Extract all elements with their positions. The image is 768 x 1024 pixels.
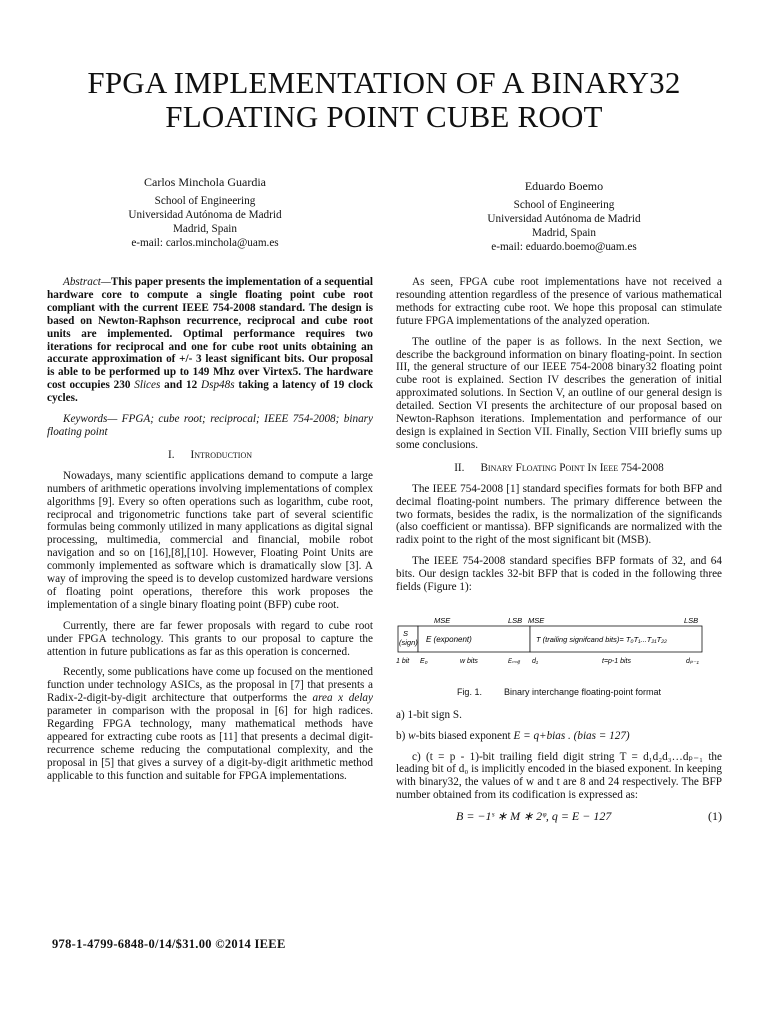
fig-trailing-label: T (trailing signifcand bits)= T₀T₁...T₂₁T₂₂ [536, 634, 667, 644]
abstract-text: This paper presents the implementation of a sequential hardware core to compute a single floating point cube root compliant with the current IEEE 754-2008 standard. The design is based on Newton-Raphson recurrence, reciprocal and cube root units are implemented. Optimal performance requires two iterations for reciprocal and one for cube root units obtaining an accurate approximation of +/- 3 least significant bits. Our proposal is able to be performed up to 149 Mhz over Virtex5. The hardware cost occupies 230 [47, 276, 373, 392]
fig-bit-label: dₚ₋₁ [686, 657, 699, 665]
author-name: Eduardo Boemo [524, 179, 604, 193]
title-line-2: FLOATING POINT CUBE ROOT [165, 99, 603, 134]
right-column [396, 276, 722, 828]
author-block-2 [414, 179, 714, 254]
fig-bit-label: w bits [460, 657, 478, 665]
abstract-and: and 12 [164, 379, 198, 392]
right-paragraph-2: The outline of the paper is as follows. In the next Section, we describe the background information on binary floating-point. In section III, the general structure of our IEEE 754-2008 binary32 floating point cube root is explained. Section IV describes the generation of initial approximated solutions. In Section V, an outline of our general design is detailed. Section VI presents the architecture of our proposal based on Newton-Raphson iterations. Implementation and performance of our design is explained in Section VII. Finally, Section VIII briefly sums up some conclusions. [396, 335, 722, 451]
field-exponent-formula: E = q+bias . (bias = 127) [513, 729, 630, 742]
figure-caption-text: Binary interchange floating-point format [503, 686, 662, 697]
keywords: Keywords— FPGA; cube root; reciprocal; IEEE 754-2008; binary floating point [47, 413, 373, 438]
author-email: e-mail: carlos.minchola@uam.es [131, 237, 279, 249]
author-city: Madrid, Spain [172, 223, 237, 235]
intro-p3-emphasis: area x delay [312, 692, 373, 705]
fig-msb-label: MSE [528, 615, 545, 625]
field-sign: a) 1-bit sign S. [396, 708, 462, 721]
equation-1 [396, 810, 722, 828]
abstract-label: Abstract— [63, 276, 111, 288]
intro-paragraph-3 [47, 666, 373, 782]
copyright-footer: 978-1-4799-6848-0/14/$31.00 ©2014 IEEE [52, 937, 286, 951]
fig-bit-label: Eₘₛᵦ [508, 658, 521, 665]
field-trailing: c) (t = p - 1)-bit trailing field digit string T = d₁d₂d₃…dₚ₋₁ the leading bit of d₀ is implicitly encoded in the biased exponent. In keeping with binary32, the values of w and t are 8 and 24 respectively. The BFP number obtained from its codification is expressed as: [396, 750, 722, 802]
field-exponent-w: w [408, 729, 416, 742]
author-univ: Universidad Autónoma de Madrid [487, 213, 641, 225]
section-heading-2 [396, 462, 722, 475]
left-column [47, 276, 373, 791]
paper-title [0, 66, 768, 134]
abstract-dsp: Dsp48s [201, 379, 235, 392]
field-exponent-prefix: b) [396, 729, 406, 742]
fig-sign-sublabel: (sign) [399, 637, 418, 647]
section-number: I. [167, 448, 175, 461]
intro-paragraph-2: Currently, there are far fewer proposals with regard to cube root under FPGA technology. This grants to our proposal to capture the attention in future publications as far as this operation is concerned. [47, 619, 373, 658]
right-paragraph-1: As seen, FPGA cube root implementations have not received a resounding attention regardless of the presence of various mathematical methods for extracting cube root. We hope this proposal can stimulate future FPGA implementations of the analyzed operation. [396, 276, 722, 327]
author-block-1 [60, 175, 350, 250]
fig-msb-label: MSE [434, 615, 451, 625]
fig-bit-label: 1 bit [396, 657, 410, 665]
fig-exponent-label: E (exponent) [426, 634, 472, 644]
fig-bit-label: t=p-1 bits [602, 657, 631, 665]
fig-bit-label: d₁ [532, 657, 539, 665]
field-exponent-text: -bits biased exponent [415, 729, 511, 742]
section-number: II. [454, 461, 465, 474]
author-dept: School of Engineering [513, 199, 615, 211]
field-exponent [396, 730, 722, 743]
author-name: Carlos Minchola Guardia [144, 175, 266, 189]
binary-format-figure [396, 608, 722, 678]
author-city: Madrid, Spain [531, 227, 596, 239]
equation-number: (1) [708, 809, 722, 824]
equation-body: B = −1ˢ ∗ M ∗ 2ᵠ, q = E − 127 [456, 809, 612, 824]
title-line-1: FPGA IMPLEMENTATION OF A BINARY32 [87, 65, 681, 100]
abstract-slices: Slices [134, 379, 161, 392]
background-paragraph-2: The IEEE 754-2008 standard specifies BFP formats of 32, and 64 bits. Our design tackles 32-bit BFP that is coded in the following three fields (Figure 1): [396, 555, 722, 594]
intro-p3-part-a: Recently, some publications have come up focused on the mentioned function under technology ASICs, as the proposal in [7] that presents a Radix-2-digit-by-digit architecture that outperforms the [47, 666, 373, 705]
section-title: Introduction [190, 448, 253, 461]
author-univ: Universidad Autónoma de Madrid [128, 209, 282, 221]
author-email: e-mail: eduardo.boemo@uam.es [491, 241, 637, 253]
figure-number: Fig. 1. [456, 686, 482, 697]
fig-bit-label: E₀ [420, 657, 428, 665]
section-heading-1 [47, 449, 373, 462]
intro-paragraph-1: Nowadays, many scientific applications demand to compute a large numbers of arithmetic operations involving implementations of complex algorithms [9]. Every so often operations such as logarithm, cube root, reciprocal and trigonometric functions take part of several scientific formulas being commonly utilized in many applications as digital signal processing, multimedia, commercial and financial, mobile robot navigation and so on [16],[8],[10]. However, Floating Point Units are commonly implemented as software which is dramatically slow [3]. A way of improving the speed is to develop customized hardware versions of floating point operations, therefore this work proposes the implementation of a single binary floating point (BFP) cube root. [47, 469, 373, 611]
fig-lsb-label: LSB [508, 615, 523, 625]
abstract [47, 276, 373, 405]
fig-lsb-label: LSB [684, 615, 699, 625]
fig-sign-label: S [403, 628, 409, 638]
background-paragraph-1: The IEEE 754-2008 [1] standard specifies formats for both BFP and decimal floating-point numbers. The primary difference between the two formats, besides the radix, is the normalization of the significands (also coefficient or mantissa). BFP significands are normalized with the radix point to the right of the most significant bit (MSB). [396, 482, 722, 547]
figure-caption [396, 686, 722, 699]
intro-p3-part-b: parameter in comparison with the proposal in [6] for high radices. Regarding FPGA technology, many mathematical methods have appeared for extracting cube roots as [11] that presents a decimal digit-recurrence scheme reducing the computational complexity, and the proposal in [5] that gives a survey of a digit-by-digit arithmetic method applicable to this function and suitable for FPGA implementations. [47, 705, 373, 782]
abstract-tail: taking a latency of 19 clock cycles. [47, 379, 374, 405]
section-title: Binary Floating Point In Ieee 754-2008 [480, 461, 664, 474]
author-dept: School of Engineering [154, 195, 256, 207]
